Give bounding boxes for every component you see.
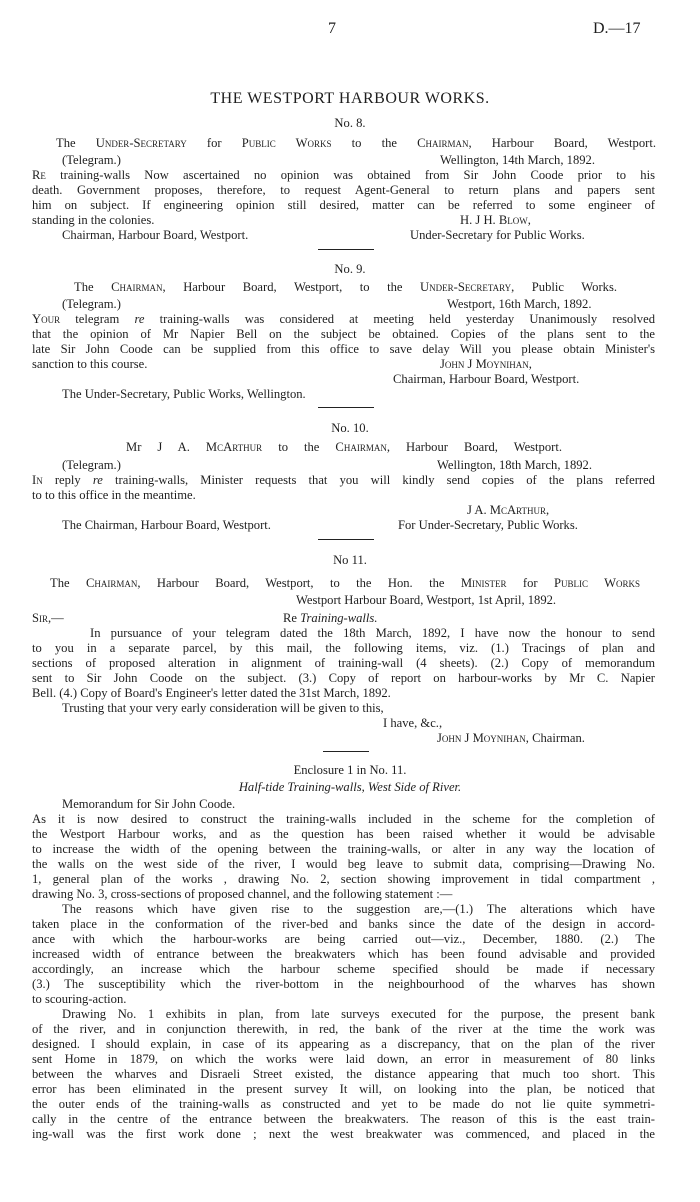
no8-telegram-label: (Telegram.) — [62, 153, 121, 167]
memorandum-addressee: Memorandum for Sir John Coode. — [62, 797, 236, 811]
no8-place-date: Wellington, 14th March, 1892. — [440, 153, 595, 167]
section-divider — [318, 407, 374, 408]
no11-subject: Re Training-walls. — [283, 611, 378, 625]
memo-p1-line: to increase the width of the opening between the training-walls, or alter in any way the location of — [32, 842, 655, 856]
no8-body-line-2: death. Government proposes, therefore, to request Agent-General to return plans and papers sent — [32, 183, 655, 197]
document-reference: D.—17 — [593, 20, 641, 37]
no9-telegram-label: (Telegram.) — [62, 297, 121, 311]
memo-p2-line: taken place in the conformation of the river-bed and banks since the date of the design in accord- — [32, 917, 655, 931]
memo-p2-line: increased width of entrance between the breakwaters which has been found advisable and provided — [32, 947, 655, 961]
no10-address-line: Mr J A. McArthur to the Chairman, Harbour Board, Westport. — [126, 440, 562, 454]
no9-recipient: The Under-Secretary, Public Works, Wellington. — [62, 387, 306, 401]
no10-place-date: Wellington, 18th March, 1892. — [437, 458, 592, 472]
no11-signature: John J Moynihan, Chairman. — [437, 731, 585, 745]
no11-body-line-4: sent to Sir John Coode on the subject. (3.) Copy of report on harbour-works by Mr C. Napier — [32, 671, 655, 685]
no8-recipient: Chairman, Harbour Board, Westport. — [62, 228, 249, 242]
no11-salutation: Sir,— — [32, 611, 64, 625]
no11-heading: No 11. — [333, 553, 367, 567]
no8-address-line: The Under-Secretary for Public Works to the Chairman, Harbour Board, Westport. — [56, 136, 656, 150]
no10-body-line-1: In reply re training-walls, Minister requests that you will kindly send copies of the plans referred — [32, 473, 655, 487]
memo-p1-line: 1, general plan of the works , drawing No. 2, section showing improvement in tidal compartment , — [32, 872, 655, 886]
no11-body-line-5: Bell. (4.) Copy of Board's Engineer's letter dated the 31st March, 1892. — [32, 686, 391, 700]
memo-p3-first-line: Drawing No. 1 exhibits in plan, from late surveys executed for the purpose, the present bank — [62, 1007, 655, 1021]
memo-p2-line: accordingly, an increase which the harbour scheme specified should be made if necessary — [32, 962, 655, 976]
section-divider — [318, 539, 374, 540]
memo-p2-line: ance with which the harbour-works are being carried out—viz., December, 1880. (2.) The — [32, 932, 655, 946]
no9-signatory: John J Moynihan, — [440, 357, 532, 371]
memo-p3-line: the outer ends of the training-walls as constructed and yet to be made do not lie quite symmetri- — [32, 1097, 655, 1111]
memo-p3-line: between the wharves and Disraeli Street existed, the distance appearing that much too short. This — [32, 1067, 655, 1081]
no11-body-line-1: In pursuance of your telegram dated the 18th March, 1892, I have now the honour to send — [90, 626, 655, 640]
memo-p1-last-line: drawing No. 3, cross-sections of proposed channel, and the following statement :— — [32, 887, 453, 901]
no9-body-line-2: that the opinion of Mr Napier Bell on the subject be obtained. Copies of the plans sent to the — [32, 327, 655, 341]
memo-p2-first-line: The reasons which have given rise to the suggestion are,—(1.) The alterations which have — [62, 902, 655, 916]
no9-body-line-1: Your telegram re training-walls was considered at meeting held yesterday Unanimously resolved — [32, 312, 655, 326]
no11-body-line-3: sections of proposed alteration in alignment of training-wall (4 sheets). (2.) Copy of memorandum — [32, 656, 655, 670]
no10-telegram-label: (Telegram.) — [62, 458, 121, 472]
no8-signatory: H. J H. Blow, — [460, 213, 531, 227]
no11-body-line-2: to you in a separate parcel, by this mail, the following items, viz. (1.) Tracings of plan and — [32, 641, 655, 655]
memo-p1-line: the Westport Harbour works, and as the question has been raised whether it would be advisable — [32, 827, 655, 841]
memo-p2-last-line: to scouring-action. — [32, 992, 127, 1006]
no8-body-line-3: him on subject. If engineering opinion still desired, matter can be referred to some engineer of — [32, 198, 655, 212]
no11-body-line-6: Trusting that your very early consideration will be given to this, — [62, 701, 384, 715]
no11-address-line: The Chairman, Harbour Board, Westport, to the Hon. the Minister for Public Works — [50, 576, 640, 590]
enclosure-heading: Enclosure 1 in No. 11. — [293, 763, 407, 777]
no8-body-line-4: standing in the colonies. — [32, 213, 155, 227]
memo-p3-line: designed. I should explain, in case of its appearing as a discrepancy, that on the plan of the river — [32, 1037, 655, 1051]
page-number: 7 — [328, 20, 336, 37]
memo-p3-line: error has been eliminated in the present survey It will, on looking into the plan, be noticed that — [32, 1082, 655, 1096]
no9-body-line-3: late Sir John Coode can be supplied from this office to save delay Will you please obtain Minister's — [32, 342, 655, 356]
memo-p3-line: of the river, and in conjunction therewith, in red, the bank of the river at the time the work was — [32, 1022, 655, 1036]
section-divider — [323, 751, 369, 752]
no8-heading: No. 8. — [334, 116, 366, 130]
no10-heading: No. 10. — [331, 421, 369, 435]
no10-signatory-title: For Under-Secretary, Public Works. — [398, 518, 578, 532]
memo-p3-line: sent Home in 1879, on which the works were laid down, an error in measurement of 80 links — [32, 1052, 655, 1066]
no8-signatory-title: Under-Secretary for Public Works. — [410, 228, 585, 242]
no8-body-line-1: Re training-walls Now ascertained no opinion was obtained from Sir John Coode prior to his — [32, 168, 655, 182]
no9-signatory-title: Chairman, Harbour Board, Westport. — [393, 372, 580, 386]
no10-recipient: The Chairman, Harbour Board, Westport. — [62, 518, 271, 532]
no11-closing: I have, &c., — [383, 716, 443, 730]
memo-p1-line: the walls on the west side of the river, I would beg leave to submit data, comprising—Drawing No. — [32, 857, 655, 871]
document-title: THE WESTPORT HARBOUR WORKS. — [210, 90, 490, 107]
memo-p2-line: (3.) The susceptibility which the river-bottom in the neighbourhood of the wharves has shown — [32, 977, 655, 991]
memo-p1-line: As it is now desired to construct the training-walls included in the scheme for the completion of — [32, 812, 655, 826]
no9-address-line: The Chairman, Harbour Board, Westport, to the Under-Secretary, Public Works. — [74, 280, 617, 294]
no10-signatory: J A. McArthur, — [467, 503, 550, 517]
memo-p3-line: ing-wall was the first work done ; next the west breakwater was commenced, and placed in the — [32, 1127, 655, 1141]
no9-heading: No. 9. — [334, 262, 366, 276]
section-divider — [318, 249, 374, 250]
no9-body-line-4: sanction to this course. — [32, 357, 148, 371]
no11-sender-address: Westport Harbour Board, Westport, 1st April, 1892. — [296, 593, 557, 607]
no10-body-line-2: to to this office in the meantime. — [32, 488, 196, 502]
memo-p3-line: cally in the centre of the entrance between the breakwaters. The reason of this is the east train- — [32, 1112, 655, 1126]
no9-place-date: Westport, 16th March, 1892. — [447, 297, 592, 311]
enclosure-subtitle: Half-tide Training-walls, West Side of River. — [238, 780, 462, 794]
